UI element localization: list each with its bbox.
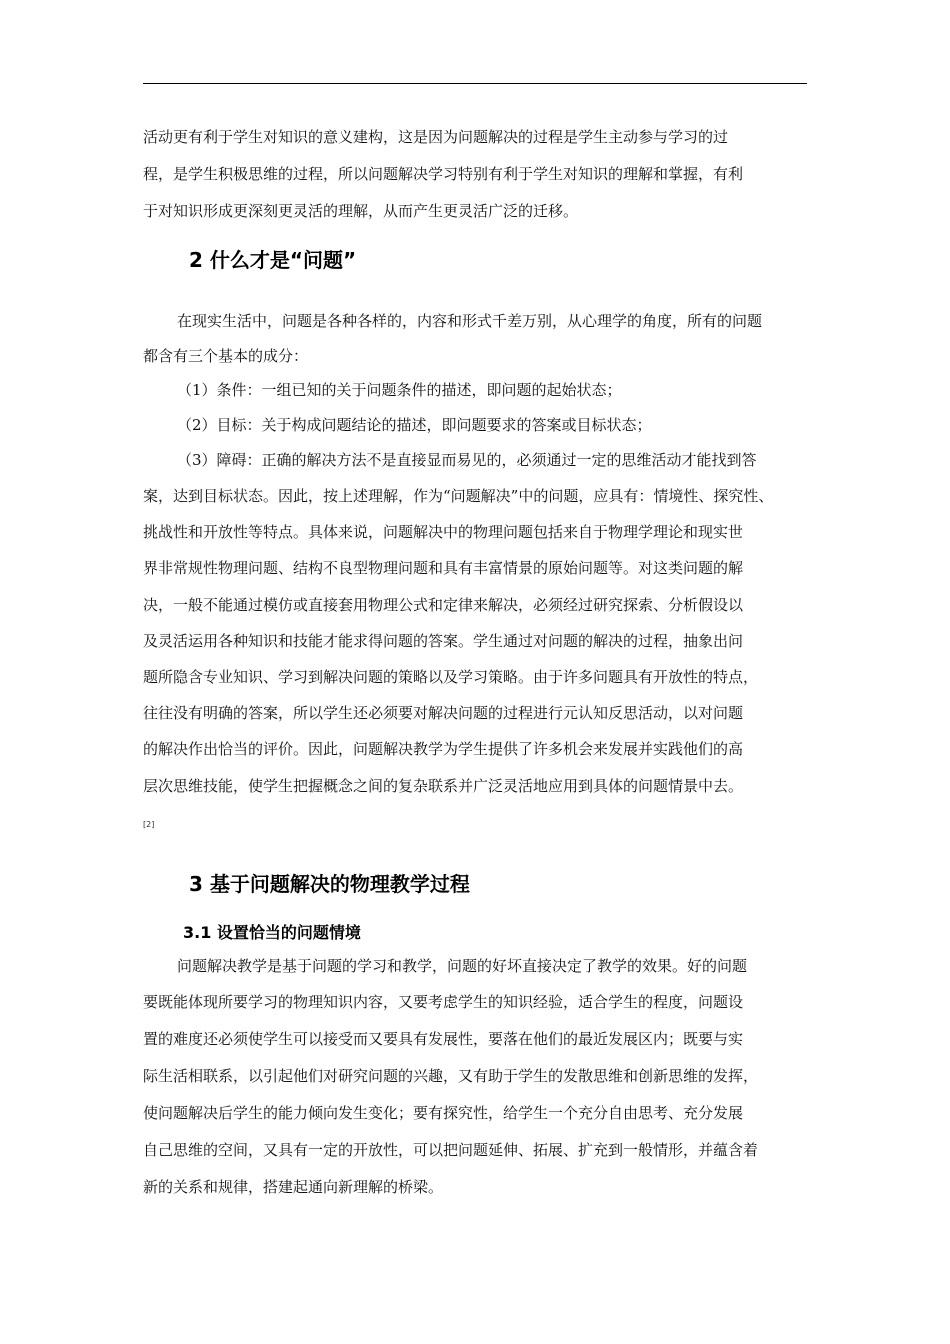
citation-marker: [2] bbox=[143, 820, 155, 829]
paragraph-line: 自己思维的空间，又具有一定的开放性，可以把问题延伸、拓展、扩充到一般情形，并蕴含着 bbox=[143, 1141, 759, 1159]
paragraph-line: 的解决作出恰当的评价。因此，问题解决教学为学生提供了许多机会来发展并实践他们的高 bbox=[143, 740, 744, 758]
list-item-condition: （1）条件：一组已知的关于问题条件的描述，即问题的起始状态； bbox=[177, 381, 622, 399]
intro-line: 程，是学生积极思维的过程，所以问题解决学习特别有利于学生对知识的理解和掌握，有利 bbox=[143, 165, 744, 183]
paragraph-line: 决，一般不能通过模仿或直接套用物理公式和定律来解决，必须经过研究探索、分析假设以 bbox=[143, 596, 744, 614]
list-item-obstacle: （3）障碍：正确的解决方法不是直接显而易见的，必须通过一定的思维活动才能找到答 bbox=[177, 451, 757, 469]
paragraph-line: 在现实生活中，问题是各种各样的，内容和形式千差万别，从心理学的角度，所有的问题 bbox=[177, 312, 763, 330]
subsection-3-1-heading: 3.1 设置恰当的问题情境 bbox=[183, 923, 361, 942]
header-rule bbox=[143, 83, 807, 84]
paragraph-line: 案，达到目标状态。因此，按上述理解，作为“问题解决”中的问题，应具有：情境性、探究性、 bbox=[143, 487, 774, 505]
paragraph-line: 层次思维技能，使学生把握概念之间的复杂联系并广泛灵活地应用到具体的问题情景中去。 bbox=[143, 777, 744, 795]
paragraph-line: 往往没有明确的答案，所以学生还必须要对解决问题的过程进行元认知反思活动，以对问题 bbox=[143, 704, 744, 722]
paragraph-line: 新的关系和规律，搭建起通向新理解的桥梁。 bbox=[143, 1178, 444, 1196]
paragraph-line: 际生活相联系，以引起他们对研究问题的兴趣，又有助于学生的发散思维和创新思维的发挥， bbox=[143, 1067, 759, 1085]
paragraph-line: 题所隐含专业知识、学习到解决问题的策略以及学习策略。由于许多问题具有开放性的特点， bbox=[143, 668, 759, 686]
section-3-heading: 3 基于问题解决的物理教学过程 bbox=[189, 872, 470, 896]
paragraph-line: 及灵活运用各种知识和技能才能求得问题的答案。学生通过对问题的解决的过程，抽象出问 bbox=[143, 632, 744, 650]
paragraph-line: 使问题解决后学生的能力倾向发生变化；要有探究性，给学生一个充分自由思考、充分发展 bbox=[143, 1104, 744, 1122]
paragraph-line: 挑战性和开放性等特点。具体来说，问题解决中的物理问题包括来自于物理学理论和现实世 bbox=[143, 523, 744, 541]
intro-line: 活动更有利于学生对知识的意义建构，这是因为问题解决的过程是学生主动参与学习的过 bbox=[143, 128, 729, 146]
paragraph-line: 置的难度还必须使学生可以接受而又要具有发展性，要落在他们的最近发展区内；既要与实 bbox=[143, 1030, 744, 1048]
intro-line: 于对知识形成更深刻更灵活的理解，从而产生更灵活广泛的迁移。 bbox=[143, 202, 579, 220]
paragraph-line: 界非常规性物理问题、结构不良型物理问题和具有丰富情景的原始问题等。对这类问题的解 bbox=[143, 559, 744, 577]
list-item-goal: （2）目标：关于构成问题结论的描述，即问题要求的答案或目标状态； bbox=[177, 416, 652, 434]
section-2-heading: 2 什么才是“问题” bbox=[189, 248, 357, 272]
paragraph-line: 要既能体现所要学习的物理知识内容，又要考虑学生的知识经验，适合学生的程度，问题设 bbox=[143, 993, 744, 1011]
paragraph-line: 问题解决教学是基于问题的学习和教学，问题的好坏直接决定了教学的效果。好的问题 bbox=[177, 957, 748, 975]
paragraph-line: 都含有三个基本的成分： bbox=[143, 347, 309, 365]
